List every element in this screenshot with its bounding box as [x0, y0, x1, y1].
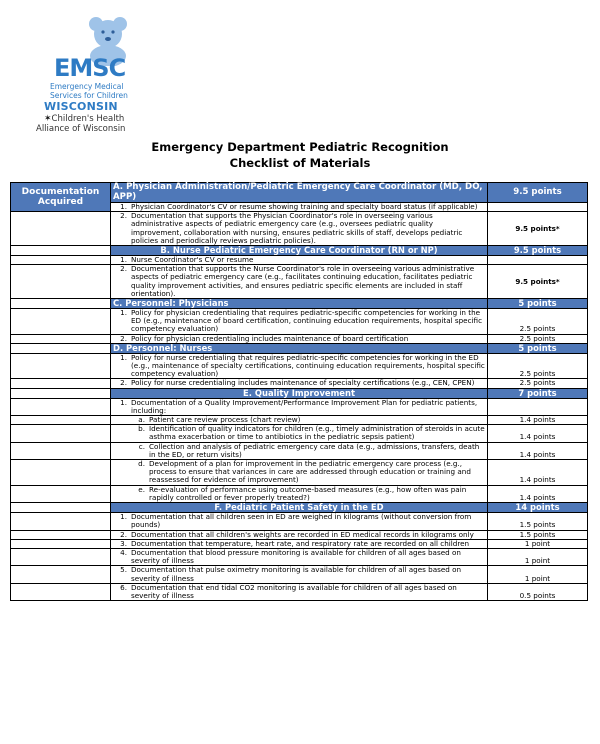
- emsc-logo: [36, 14, 176, 134]
- table-row: 1. Policy for nurse credentialing that requires pediatric-specific competencies for working in the ED (e.g., maintenance of specialty certifications, continuing education requirements, hospital specific competency evaluation) 2.5 points: [11, 353, 588, 379]
- logo-line-2: Services for Children: [50, 91, 128, 100]
- checklist-table: [10, 182, 588, 601]
- table-row: 6. Documentation that end tidal CO2 monitoring is available for children of all ages based on severity of illness 0.5 points: [11, 583, 588, 600]
- section-a-title: A. Physician Administration/Pediatric Emergency Care Coordinator (MD, DO, APP): [111, 183, 488, 203]
- table-header-row: [11, 183, 588, 203]
- section-b-title: B. Nurse Pediatric Emergency Care Coordinator (RN or NP): [111, 246, 488, 256]
- table-row: 3. Documentation that temperature, heart rate, and respiratory rate are recorded on all children 1 point: [11, 539, 588, 548]
- table-row: 1. Nurse Coordinator's CV or resume: [11, 256, 588, 265]
- section-header-row: C. Personnel: Physicians 5 points: [11, 299, 588, 309]
- section-e-title: E. Quality Improvement: [111, 388, 488, 398]
- section-header-row: B. Nurse Pediatric Emergency Care Coordinator (RN or NP) 9.5 points: [11, 246, 588, 256]
- logo-state: WISCONSIN: [44, 100, 118, 113]
- section-d-title: D. Personnel: Nurses: [111, 343, 488, 353]
- alliance-line-1: ✶Children's Health: [44, 114, 125, 124]
- section-header-row: F. Pediatric Patient Safety in the ED 14 points: [11, 503, 588, 513]
- section-c-title: C. Personnel: Physicians: [111, 299, 488, 309]
- documentation-acquired-header: Documentation Acquired: [11, 183, 111, 212]
- table-row: 2. Documentation that supports the Nurse Coordinator's role in overseeing various administrative aspects of pediatric emergency care (e.g., facilitates continuing education, facilitates pediatric quality improvement activities, and ensures pediatric specific elements are included in staff orientation). 9.5 points*: [11, 265, 588, 299]
- checkbox-cell[interactable]: [11, 212, 111, 246]
- section-a-points: 9.5 points: [488, 183, 588, 203]
- document-title: Emergency Department Pediatric Recognition: [151, 140, 449, 154]
- table-row: 2. Policy for nurse credentialing includes maintenance of specialty certifications (e.g., CEN, CPEN) 2.5 points: [11, 379, 588, 388]
- section-f-title: F. Pediatric Patient Safety in the ED: [111, 503, 488, 513]
- table-row: 2. Policy for physician credentialing includes maintenance of board certification 2.5 points: [11, 334, 588, 343]
- alliance-line-2: Alliance of Wisconsin: [36, 124, 126, 134]
- document-subtitle: Checklist of Materials: [229, 156, 371, 170]
- table-row: b. Identification of quality indicators for children (e.g., timely administration of steroids in acute asthma exacerbation or time to antibiotics in the pediatric sepsis patient) 1.4 points: [11, 425, 588, 442]
- emsc-wordmark: EMSC: [54, 54, 126, 82]
- table-row: e. Re-evaluation of performance using outcome-based measures (e.g., how often was pain rapidly controlled or fever properly treated?) 1.4 points: [11, 485, 588, 502]
- logo-line-1: Emergency Medical: [50, 82, 124, 91]
- table-row: a. Patient care review process (chart review) 1.4 points: [11, 416, 588, 425]
- table-row: d. Development of a plan for improvement in the pediatric emergency care process (e.g., process to ensure that variances in care are addressed through education or training and reassessed for evidence of improvement) 1.4 points: [11, 460, 588, 486]
- table-row: 2. Documentation that supports the Physician Coordinator's role in overseeing various administrative aspects of pediatric emergency care (e.g., oversees pediatric quality improvement, collaboration with nursing, ensures pediatric skills of staff, develops pediatric policies and periodically reviews pediatric policies). 9.5 points*: [11, 212, 588, 246]
- table-row: 4. Documentation that blood pressure monitoring is available for children of all ages based on severity of illness 1 point: [11, 548, 588, 565]
- table-row: 5. Documentation that pulse oximetry monitoring is available for children of all ages based on severity of illness 1 point: [11, 566, 588, 583]
- table-row: c. Collection and analysis of pediatric emergency care data (e.g., admissions, transfers, death in the ED, or return visits) 1.4 points: [11, 442, 588, 459]
- table-row: 1. Documentation that all children seen in ED are weighed in kilograms (without conversion from pounds) 1.5 points: [11, 513, 588, 530]
- table-row: 1. Documentation of a Quality Improvement/Performance Improvement Plan for pediatric patients, including:: [11, 398, 588, 415]
- table-row: 1. Physician Coordinator's CV or resume showing training and specialty board status (if applicable): [11, 203, 588, 212]
- section-header-row: E. Quality Improvement 7 points: [11, 388, 588, 398]
- table-row: 1. Policy for physician credentialing that requires pediatric-specific competencies for working in the ED (e.g., maintenance of board certification, continuing education requirements, hospital specific competency evaluation) 2.5 points: [11, 309, 588, 335]
- section-header-row: D. Personnel: Nurses 5 points: [11, 343, 588, 353]
- star-icon: ✶: [44, 114, 52, 124]
- table-row: 2. Documentation that all children's weights are recorded in ED medical records in kilograms only 1.5 points: [11, 530, 588, 539]
